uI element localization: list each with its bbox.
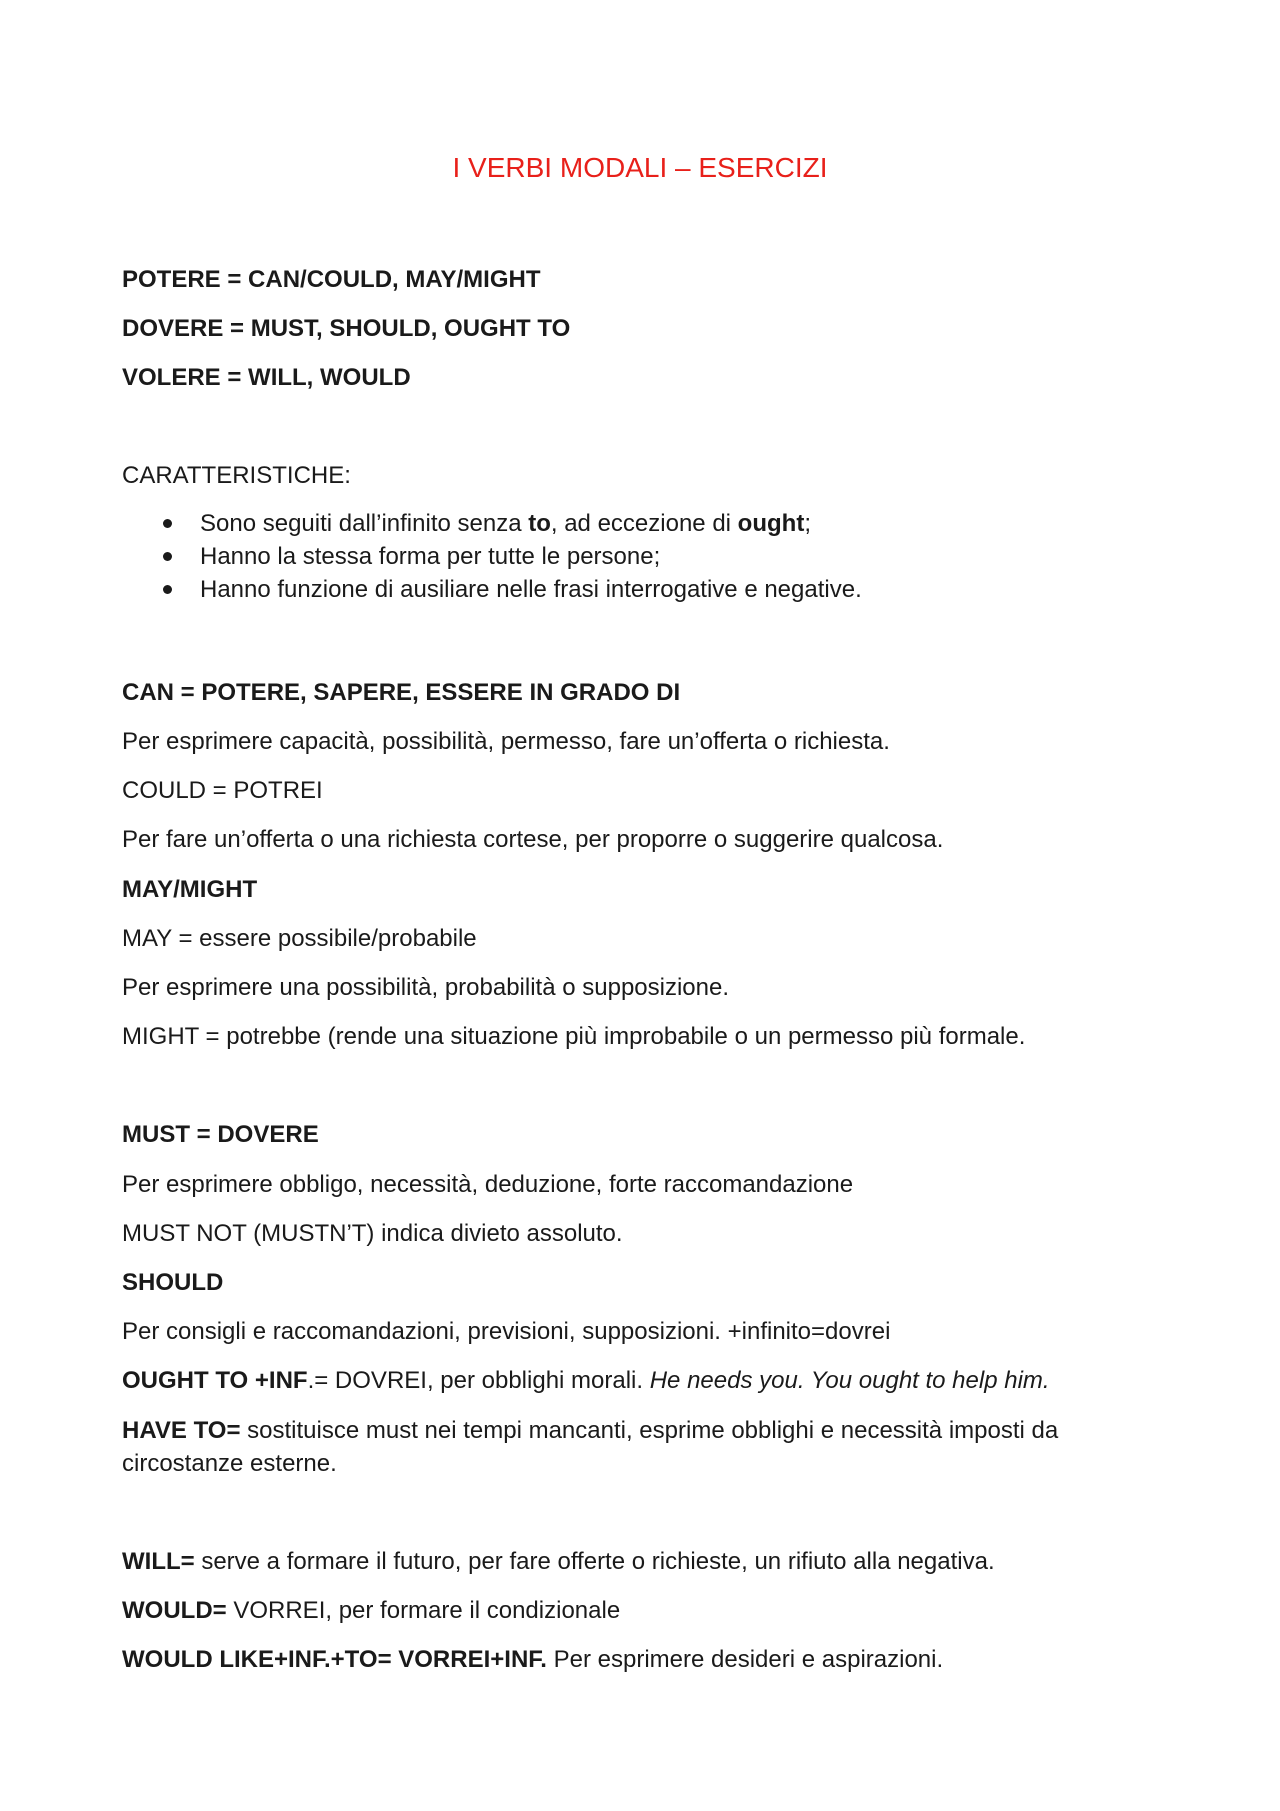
can-description: Per esprimere capacità, possibilità, permesso, fare un’offerta o richiesta. <box>122 728 890 755</box>
definition-volere: VOLERE = WILL, WOULD <box>122 364 411 391</box>
would-definition: WOULD= VORREI, per formare il condizionale <box>122 1597 621 1624</box>
wouldlike-definition: WOULD LIKE+INF.+TO= VORREI+INF. Per esprimere desideri e aspirazioni. <box>122 1646 944 1673</box>
page-title: I VERBI MODALI – ESERCIZI <box>452 152 828 183</box>
ought-definition: OUGHT TO +INF.= DOVREI, per obblighi morali. He needs you. You ought to help him. <box>122 1367 1050 1394</box>
may-definition: MAY = essere possibile/probabile <box>122 925 477 952</box>
features-heading: CARATTERISTICHE: <box>122 462 351 489</box>
will-definition: WILL= serve a formare il futuro, per fare offerte o richieste, un rifiuto alla negativa. <box>122 1548 995 1575</box>
should-heading: SHOULD <box>122 1269 224 1296</box>
haveto-definition: HAVE TO= sostituisce must nei tempi mancanti, esprime obblighi e necessità imposti da circostanze esterne. <box>122 1417 1059 1477</box>
may-description: Per esprimere una possibilità, probabilità o supposizione. <box>122 974 730 1001</box>
definition-potere: POTERE = CAN/COULD, MAY/MIGHT <box>122 266 541 293</box>
should-description: Per consigli e raccomandazioni, previsioni, supposizioni. +infinito=dovrei <box>122 1318 891 1345</box>
mustnot-definition: MUST NOT (MUSTN’T) indica divieto assoluto. <box>122 1220 623 1247</box>
feature-item-2: Hanno la stessa forma per tutte le persone; <box>200 543 661 570</box>
bullet-icon <box>163 585 172 594</box>
must-heading: MUST = DOVERE <box>122 1121 319 1148</box>
bullet-icon <box>163 519 172 528</box>
feature-item-3: Hanno funzione di ausiliare nelle frasi interrogative e negative. <box>200 576 862 603</box>
must-description: Per esprimere obbligo, necessità, deduzione, forte raccomandazione <box>122 1171 854 1198</box>
could-definition: COULD = POTREI <box>122 777 323 804</box>
definition-dovere: DOVERE = MUST, SHOULD, OUGHT TO <box>122 315 571 342</box>
may-heading: MAY/MIGHT <box>122 876 258 903</box>
can-heading: CAN = POTERE, SAPERE, ESSERE IN GRADO DI <box>122 679 681 706</box>
might-definition: MIGHT = potrebbe (rende una situazione più improbabile o un permesso più formale. <box>122 1023 1026 1050</box>
could-description: Per fare un’offerta o una richiesta cortese, per proporre o suggerire qualcosa. <box>122 826 944 853</box>
feature-item-1: Sono seguiti dall’infinito senza to, ad eccezione di ought; <box>200 510 811 537</box>
bullet-icon <box>163 552 172 561</box>
